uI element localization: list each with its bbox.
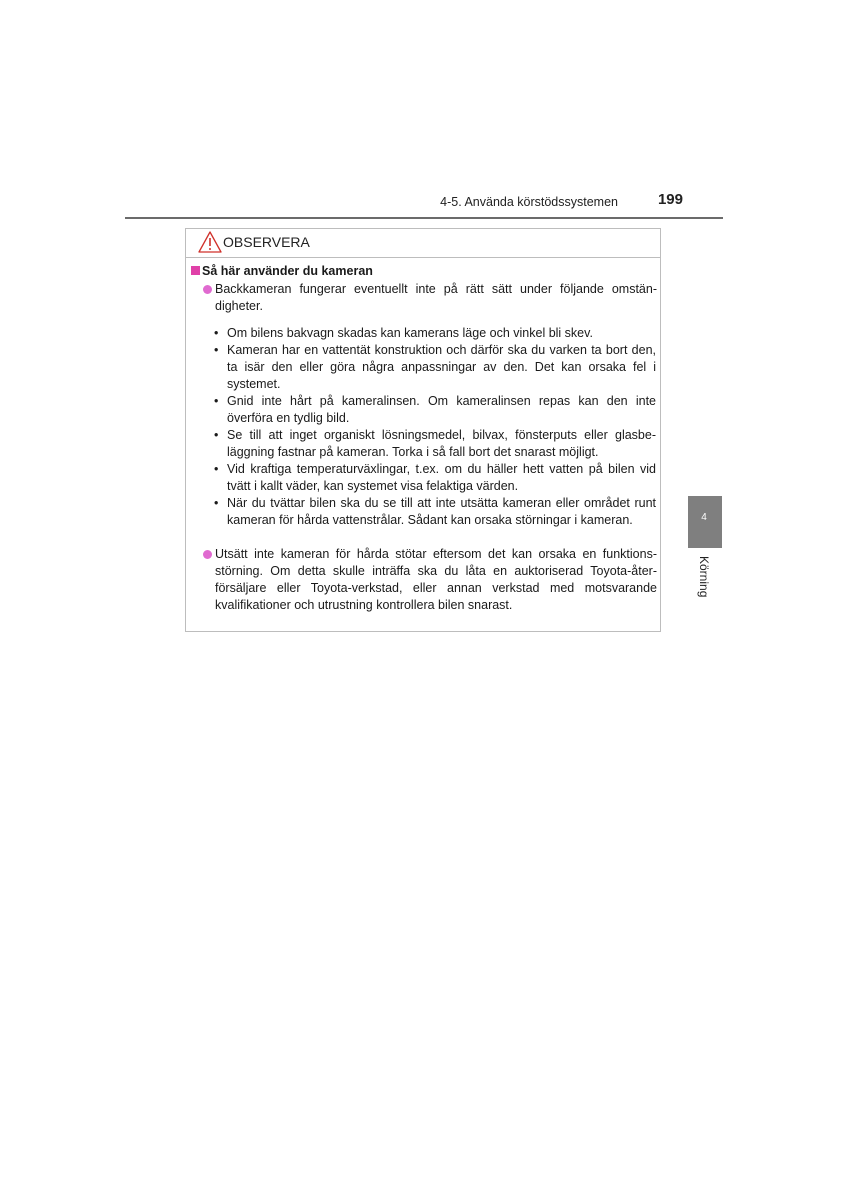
- chapter-number: 4: [701, 512, 707, 523]
- chapter-label: Körning: [697, 556, 711, 598]
- paragraph-1-text: Backkameran fungerar eventuellt inte på rätt sätt under följande omstän- digheter.: [215, 282, 657, 313]
- dot-bullet-icon: •: [214, 428, 219, 442]
- page-number: 199: [657, 191, 683, 208]
- chapter-tab: [688, 496, 722, 548]
- list-item-text: Gnid inte hårt på kameralinsen. Om kameralinsen repas kan den inte överföra en tydlig bild.: [227, 394, 656, 425]
- list-item-text: När du tvättar bilen ska du se till att inte utsätta kameran eller området runt kameran för hårda vattenstrålar. Sådant kan orsaka störningar i kameran.: [227, 496, 656, 527]
- dot-bullet-icon: •: [214, 343, 219, 357]
- notice-header: [186, 229, 660, 258]
- paragraph-2: [203, 546, 657, 614]
- paragraph-1: [203, 281, 657, 315]
- dot-bullet-icon: •: [214, 394, 219, 408]
- warning-triangle-icon: [198, 231, 222, 253]
- section-title: 4-5. Använda körstödssystemen: [440, 195, 618, 209]
- list-item: [214, 342, 656, 393]
- observera-notice-box: [185, 228, 661, 632]
- circle-bullet-icon: [203, 285, 212, 294]
- notice-title: OBSERVERA: [223, 234, 310, 250]
- list-item: [214, 461, 656, 495]
- list-item-text: Kameran har en vattentät konstruktion och därför ska du varken ta bort den, ta isär den eller göra några anpassningar av den. Det kan orsaka fel i systemet.: [227, 343, 656, 391]
- page-header: [125, 189, 723, 219]
- section-heading: [191, 263, 373, 280]
- section-heading-text: Så här använder du kameran: [202, 264, 373, 278]
- square-bullet-icon: [191, 266, 200, 275]
- paragraph-2-text: Utsätt inte kameran för hårda stötar eftersom det kan orsaka en funktions- störning. Om detta skulle inträffa ska du låta en auktoriserad Toyota-åter- försäljare eller Toyota-verkstad, eller annan verkstad med motsvarande kvalifikationer och utrustning kontrollera bilen snarast.: [215, 547, 657, 612]
- circle-bullet-icon: [203, 550, 212, 559]
- dot-bullet-icon: •: [214, 496, 219, 510]
- dot-bullet-icon: •: [214, 462, 219, 476]
- list-item-text: Vid kraftiga temperaturväxlingar, t.ex. om du häller hett vatten på bilen vid tvätt i kallt väder, kan systemet visa felaktiga värden.: [227, 462, 656, 493]
- list-item: [214, 325, 656, 342]
- dot-bullet-icon: •: [214, 326, 219, 340]
- list-item: [214, 393, 656, 427]
- list-item: [214, 427, 656, 461]
- list-item-text: Se till att inget organiskt lösningsmedel, bilvax, fönsterputs eller glasbe- läggning fastnar på kameran. Torka i så fall bort det snarast möjligt.: [227, 428, 656, 459]
- list-item-text: Om bilens bakvagn skadas kan kamerans läge och vinkel bli skev.: [227, 326, 593, 340]
- list-item: [214, 495, 656, 529]
